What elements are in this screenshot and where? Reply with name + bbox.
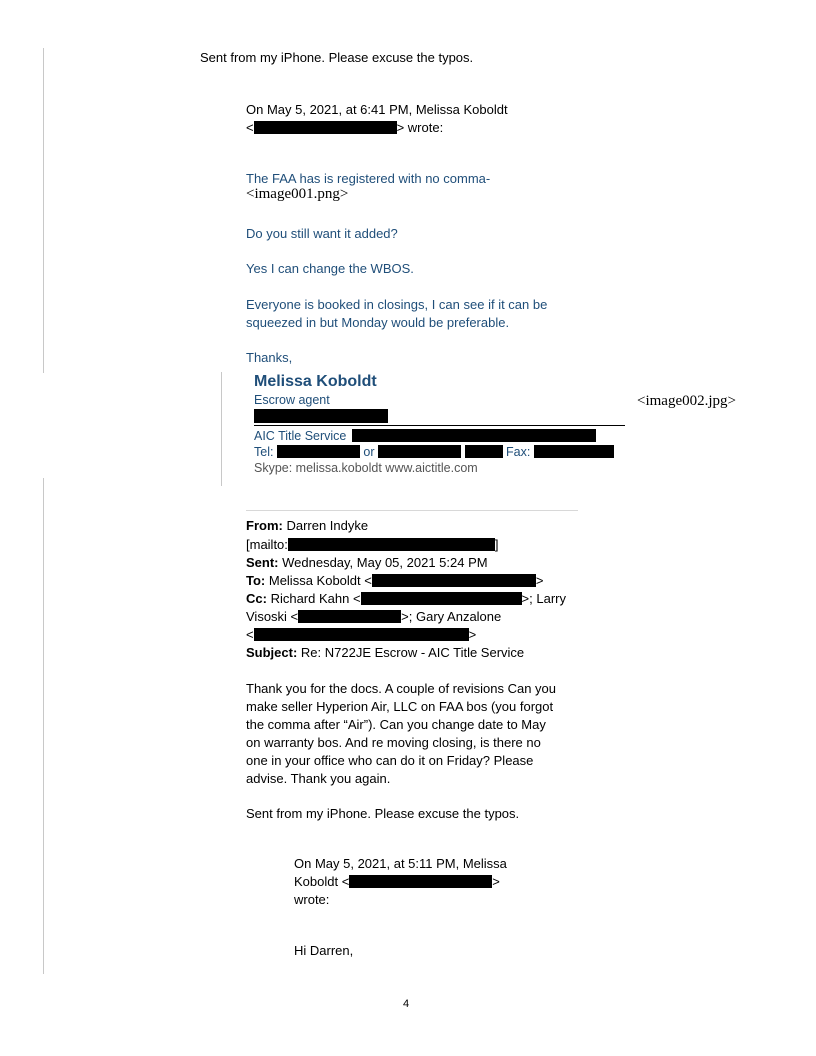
- quote-header: wrote:: [294, 892, 330, 907]
- sent-from-iphone-note: Sent from my iPhone. Please excuse the typos.: [246, 806, 520, 821]
- redaction: [254, 121, 397, 134]
- redaction: [378, 445, 461, 458]
- image-placeholder: <image001.png>: [246, 186, 349, 202]
- message-text: The FAA has is registered with no comma-: [246, 171, 491, 186]
- redaction: [254, 409, 388, 423]
- signature-divider: [254, 425, 625, 426]
- redaction: [349, 875, 492, 888]
- body-text: advise. Thank you again.: [246, 771, 391, 786]
- header-separator: [246, 510, 578, 511]
- message-text: Everyone is booked in closings, I can see if it can be: [246, 297, 548, 312]
- sent-line: Sent: Wednesday, May 05, 2021 5:24 PM: [246, 555, 488, 570]
- greeting: Hi Darren,: [294, 943, 354, 958]
- message-text: squeezed in but Monday would be preferable.: [246, 315, 510, 330]
- quote-header-email: < > wrote:: [246, 120, 444, 135]
- page-number: 4: [403, 998, 410, 1010]
- redaction: [254, 628, 469, 641]
- body-text: Thank you for the docs. A couple of revisions Can you: [246, 681, 557, 696]
- quote-header: On May 5, 2021, at 5:11 PM, Melissa: [294, 856, 507, 871]
- quote-bar: [43, 478, 44, 974]
- redaction: [288, 538, 495, 551]
- redaction: [298, 610, 401, 623]
- quote-header-email: Koboldt < >: [294, 874, 500, 889]
- sent-from-iphone-note: Sent from my iPhone. Please excuse the typos.: [200, 50, 474, 65]
- body-text: make seller Hyperion Air, LLC on FAA bos (you forgot: [246, 699, 554, 714]
- redaction: [361, 592, 522, 605]
- body-text: on warranty bos. And re moving closing, is there no: [246, 735, 541, 750]
- cc-line: < >: [246, 627, 477, 642]
- signature-phone: Tel: or Fax:: [254, 444, 614, 460]
- subject-line: Subject: Re: N722JE Escrow - AIC Title Service: [246, 645, 525, 660]
- message-text: Yes I can change the WBOS.: [246, 261, 414, 276]
- cc-line: Visoski < >; Gary Anzalone: [246, 609, 502, 624]
- message-text: Do you still want it added?: [246, 226, 398, 241]
- signature-company: AIC Title Service: [254, 428, 596, 444]
- quote-bar: [43, 48, 44, 373]
- redaction: [277, 445, 360, 458]
- from-line: From: Darren Indyke: [246, 518, 369, 533]
- body-text: the comma after “Air”). Can you change date to May: [246, 717, 546, 732]
- cc-line: Cc: Richard Kahn < >; Larry: [246, 591, 566, 606]
- quote-bar: [221, 372, 222, 486]
- to-line: To: Melissa Koboldt < >: [246, 573, 544, 588]
- signature-name: Melissa Koboldt: [254, 373, 377, 390]
- message-text: Thanks,: [246, 350, 293, 365]
- redaction: [372, 574, 536, 587]
- quote-header: On May 5, 2021, at 6:41 PM, Melissa Koboldt: [246, 102, 508, 117]
- redaction: [352, 429, 596, 442]
- image-placeholder: <image002.jpg>: [637, 393, 736, 409]
- body-text: one in your office who can do it on Friday? Please: [246, 753, 534, 768]
- signature-role: Escrow agent: [254, 393, 330, 407]
- redaction: [534, 445, 614, 458]
- mailto-line: [mailto: ]: [246, 537, 499, 552]
- redaction: [465, 445, 503, 458]
- signature-skype: Skype: melissa.koboldt www.aictitle.com: [254, 461, 478, 475]
